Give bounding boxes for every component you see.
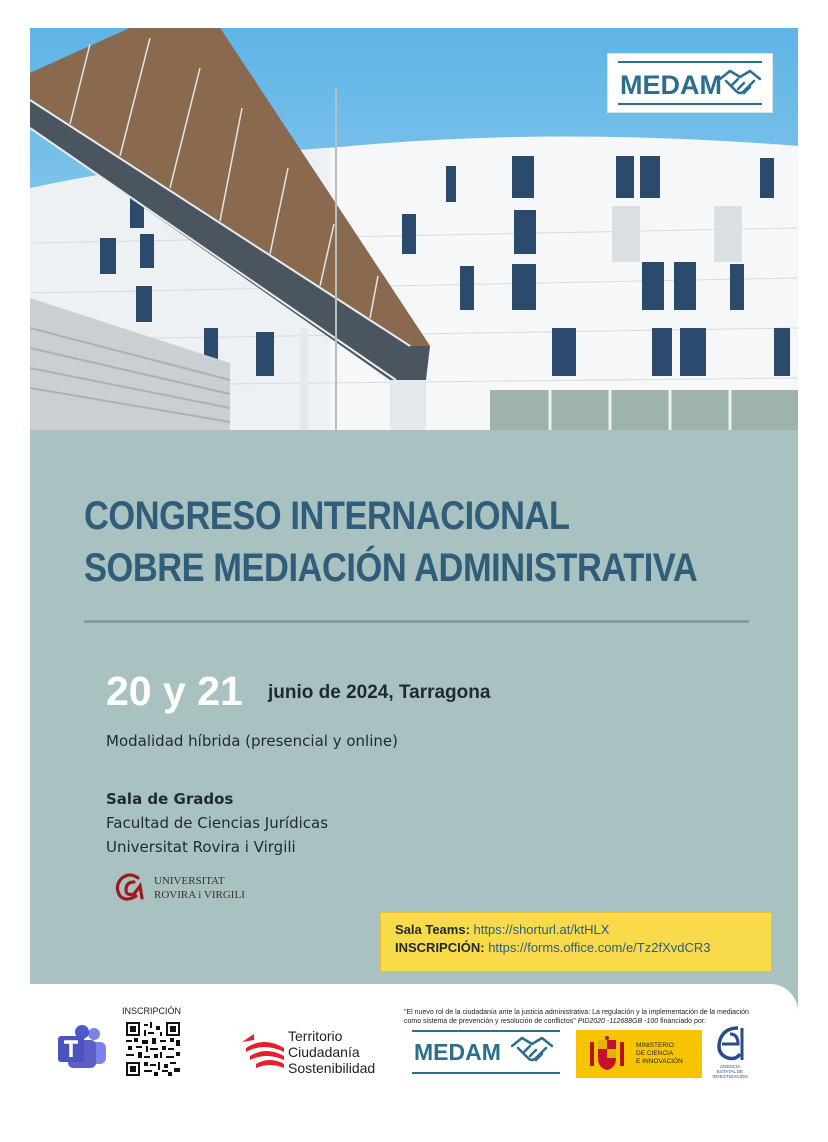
ministry-line3: E INNOVACIÓN (636, 1058, 683, 1065)
header-photo (30, 28, 798, 430)
venue-faculty: Facultad de Ciencias Jurídicas (106, 814, 329, 832)
handshake-icon (718, 67, 762, 101)
inscription-link[interactable]: https://forms.office.com/e/Tz2fXvdCR3 (488, 940, 711, 955)
sponsors-footer (30, 984, 798, 1114)
funding-ref: PID2020 -112688GB -100 (577, 1018, 659, 1025)
urv-logo (108, 870, 268, 906)
event-date-location: junio de 2024, Tarragona (268, 682, 491, 703)
teams-room-label: Sala Teams: (395, 922, 470, 937)
medam-footer-text: MEDAM (414, 1039, 501, 1065)
agency-line2: ESTATAL DE (716, 1069, 744, 1074)
event-title (84, 490, 697, 594)
agency-line1: AGENCIA (719, 1064, 741, 1069)
event-days: 20 y 21 (106, 668, 243, 714)
event-title-line2: SOBRE MEDIACIÓN ADMINISTRATIVA (84, 546, 698, 590)
event-title-line1: CONGRESO INTERNACIONAL (84, 494, 570, 538)
medam-logo-header (608, 54, 772, 112)
teams-room-link[interactable]: https://shorturl.at/ktHLX (473, 922, 610, 937)
urv-logo-line1: UNIVERSITAT (154, 875, 225, 887)
ministry-logo (576, 1030, 702, 1078)
funding-suffix: financiado por: (660, 1018, 707, 1025)
tcs-line1: Territorio (288, 1028, 343, 1044)
tcs-line3: Sostenibilidad (288, 1060, 376, 1076)
qr-code[interactable] (126, 1022, 180, 1076)
agency-logo (708, 1024, 752, 1088)
links-box (380, 912, 772, 972)
urv-logo-icon (108, 870, 152, 904)
inscription-label: INSCRIPCIÓN: (395, 940, 485, 955)
poster (30, 28, 798, 1114)
agency-line3: INVESTIGACIÓN (712, 1074, 748, 1079)
medam-logo-text: MEDAM (620, 70, 722, 100)
venue-room: Sala de Grados (106, 790, 234, 808)
spain-shield-icon (586, 1036, 628, 1072)
qr-label: INSCRIPCIÓN (122, 1006, 182, 1016)
medam-logo-footer (408, 1030, 564, 1074)
teams-icon (58, 1024, 108, 1070)
tcs-line2: Ciudadanía (288, 1044, 360, 1060)
agency-logo-icon (708, 1024, 752, 1064)
ministry-line1: MINISTERIO (636, 1042, 674, 1049)
event-modality: Modalidad híbrida (presencial y online) (106, 732, 398, 750)
ministry-line2: DE CIENCIA (636, 1050, 674, 1057)
urv-logo-line2: ROVIRA i VIRGILI (154, 889, 245, 901)
venue-university: Universitat Rovira i Virgili (106, 838, 296, 856)
title-divider (84, 620, 749, 623)
tcs-logo-icon (242, 1030, 288, 1070)
handshake-icon (510, 1034, 554, 1068)
funding-quote: "El nuevo rol de la ciudadanía ante la justicia administrativa: La regulación y la implementación de la mediación como sistema de prevención y resolución de conflictos" (404, 1009, 749, 1025)
tcs-logo (242, 1028, 392, 1080)
